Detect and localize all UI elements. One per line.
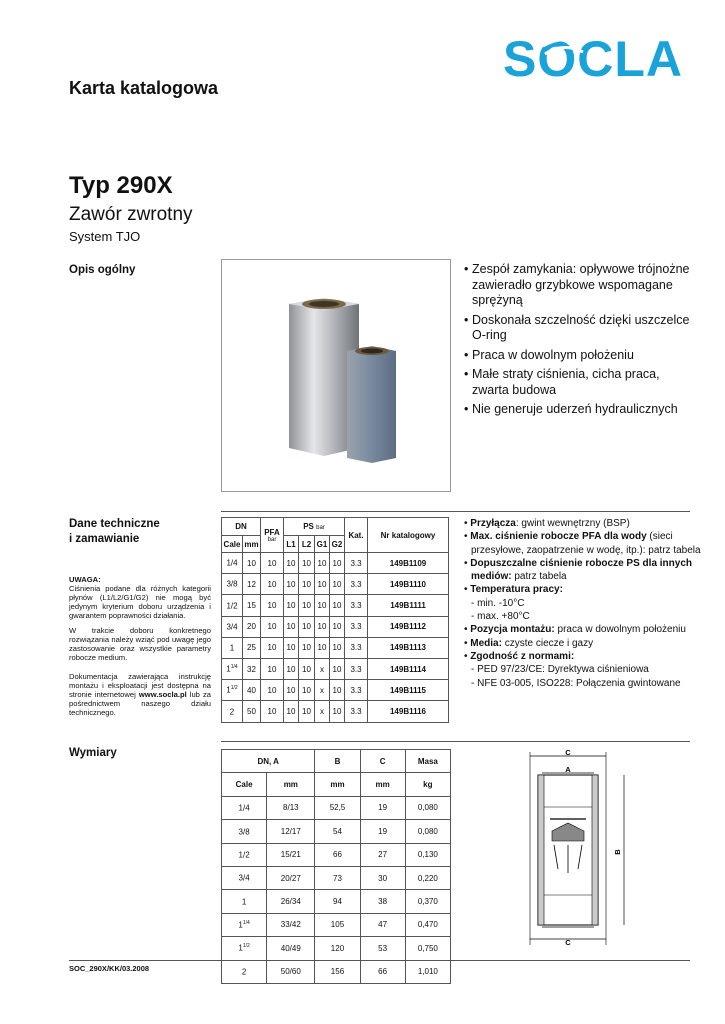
- list-item: • Media: czyste ciecze i gazy: [464, 637, 594, 649]
- section-tech-heading: Dane techniczne i zamawianie: [69, 518, 160, 545]
- table-cell-pfa: 10: [261, 680, 284, 701]
- table-cell-mm: 40/49: [267, 937, 315, 960]
- table-cell-b: 105: [315, 913, 360, 936]
- table-row: [222, 796, 451, 819]
- table-cell-cale: 1/4: [222, 796, 267, 819]
- table-cell-g2: 10: [330, 637, 345, 658]
- divider: [221, 741, 690, 742]
- table-cell-pfa: 10: [261, 595, 284, 616]
- table-cell-g1: x: [315, 658, 330, 679]
- col-kat: Kat.: [345, 518, 368, 553]
- table-cell-nr: 149B1111: [368, 595, 449, 616]
- logo-text: SOCLA: [503, 31, 683, 86]
- table-cell-l1: 10: [284, 574, 299, 595]
- table-cell-g1: x: [315, 680, 330, 701]
- table-cell-b: 66: [315, 843, 360, 866]
- col-dn: DN: [222, 518, 261, 536]
- table-cell-g2: 10: [330, 658, 345, 679]
- list-item: • Zespół zamykania: opływowe trójnożne zawieradło grzybkowe wspomagane sprężyną: [464, 262, 690, 307]
- feature-list: [464, 262, 694, 422]
- table-row: [222, 960, 451, 983]
- table-cell-nr: 149B1110: [368, 574, 449, 595]
- table-cell-mm: 15: [243, 595, 261, 616]
- table-row: [222, 553, 449, 574]
- table-cell-g2: 10: [330, 553, 345, 574]
- list-item: • Przyłącza: gwint wewnętrzny (BSP): [464, 518, 630, 529]
- table-cell-kat: 3.3: [345, 658, 368, 679]
- list-item: • Temperatura pracy:: [464, 584, 563, 596]
- system-name: System TJO: [69, 229, 141, 244]
- table-row: [222, 680, 449, 701]
- table-cell-g2: 10: [330, 680, 345, 701]
- table-cell-cale: 3/4: [222, 616, 243, 637]
- col-pfa: PFA bar: [261, 518, 284, 553]
- list-item: • Nie generuje uderzeń hydraulicznych: [464, 402, 678, 416]
- table-cell-c: 27: [360, 843, 405, 866]
- table-cell-kg: 0,080: [405, 796, 450, 819]
- table-cell-kat: 3.3: [345, 574, 368, 595]
- table-cell-mm: 15/21: [267, 843, 315, 866]
- table-cell-nr: 149B1115: [368, 680, 449, 701]
- table-cell-l2: 10: [299, 595, 315, 616]
- table-cell-b: 52,5: [315, 796, 360, 819]
- table-cell-kg: 0,080: [405, 820, 450, 843]
- table-cell-l1: 10: [284, 680, 299, 701]
- table-cell-b: 156: [315, 960, 360, 983]
- table-cell-l2: 10: [299, 637, 315, 658]
- table-row: [222, 866, 451, 889]
- page-title: Typ 290X: [69, 172, 173, 199]
- table-cell-l2: 10: [299, 701, 315, 722]
- table-cell-g1: 10: [315, 616, 330, 637]
- table-cell-pfa: 10: [261, 553, 284, 574]
- table-row: [222, 616, 449, 637]
- table-cell-l1: 10: [284, 658, 299, 679]
- table-cell-mm: 8/13: [267, 796, 315, 819]
- doc-type: Karta katalogowa: [69, 78, 219, 98]
- table-cell-mm: 50/60: [267, 960, 315, 983]
- table-cell-pfa: 10: [261, 637, 284, 658]
- table-cell-g1: 10: [315, 553, 330, 574]
- table-cell-nr: 149B1112: [368, 616, 449, 637]
- table-cell-cale: 3/4: [222, 866, 267, 889]
- table-cell-b: 73: [315, 866, 360, 889]
- section-dims-heading: Wymiary: [69, 747, 117, 759]
- table-cell-c: 19: [360, 820, 405, 843]
- table-cell-l2: 10: [299, 574, 315, 595]
- table-cell-mm: 10: [243, 553, 261, 574]
- table-cell-nr: 149B1116: [368, 701, 449, 722]
- table-cell-l1: 10: [284, 616, 299, 637]
- tech-table: DN PFA bar PS bar Kat. Nr katalogowy Cale mm L1 L2 G1 G2 1/4 10 10 10 10 10 10 3.3 149B1109 3/8 12 10 10 10 10 10 3.3 149B1110 1/2 15 10 10 10 10 10 3.3 149B1111 3/4 20 10 10 10 10 10 3.3 149B1112 1 25 10 10 10 10 10 3.3 149B1113 $1^{1/4}$ 32 10 10 10 x 10 3.3 149B1114 $1^{1/2}$ 40 10 10 10 x 10 3.3 149B1115 2 50 10 10 10 x 10 3.3 149B1116: [221, 517, 449, 723]
- table-cell-kg: 0,130: [405, 843, 450, 866]
- table-cell-c: 53: [360, 937, 405, 960]
- table-cell-c: 66: [360, 960, 405, 983]
- note-block: UWAGA: Ciśnienia podane dla różnych kategorii płynów (L1/L2/G1/G2) nie mogą być jedynym kryterium doboru urządzenia i gwarantem poprawności działania. W trakcie doboru konkretnego rozwiązania należy wziąć pod uwagę jego zastosowanie oraz wszystkie parametry robocze medium. Dokumentacja zawierająca instrukcję montażu i eksploatacji jest dostępna na stronie internetowej www.socla.pl lub za pośrednictwem naszego działu technicznego.: [69, 575, 211, 717]
- col-nr: Nr katalogowy: [368, 518, 449, 553]
- table-cell-l2: 10: [299, 658, 315, 679]
- table-cell-l1: 10: [284, 553, 299, 574]
- table-cell-mm: 32: [243, 658, 261, 679]
- table-cell-l1: 10: [284, 637, 299, 658]
- list-item: • Doskonała szczelność dzięki uszczelce O-ring: [464, 312, 690, 342]
- dims-table: DN, A B C Masa Cale mm mm mm kg 1/4 8/13 52,5 19 0,080 3/8 12/17 54 19 0,080 1/2 15/21 66 27 0,130 3/4 20/27 73 30 0,220 1 26/34 94 38 0,370 $1^{1/4}$ 33/42 105 47 0,470 $1^{1/2}$ 40/49 120 53 0,750 2 50/60 156 66 1,010: [221, 749, 451, 984]
- table-cell-c: 30: [360, 866, 405, 889]
- svg-text:B: B: [613, 849, 622, 855]
- product-photo: [221, 259, 451, 492]
- table-cell-b: 54: [315, 820, 360, 843]
- section-general-heading: Opis ogólny: [69, 264, 136, 276]
- table-cell-l2: 10: [299, 553, 315, 574]
- svg-text:C: C: [565, 749, 571, 757]
- table-cell-cale: 1: [222, 637, 243, 658]
- svg-text:C: C: [565, 938, 571, 947]
- list-item: • Max. ciśnienie robocze PFA dla wody (sieci: [464, 531, 673, 543]
- svg-text:A: A: [565, 765, 571, 774]
- table-cell-pfa: 10: [261, 574, 284, 595]
- table-cell-nr: 149B1109: [368, 553, 449, 574]
- table-cell-b: 94: [315, 890, 360, 913]
- col-ps: PS bar: [284, 518, 345, 536]
- table-cell-cale: 2: [222, 701, 243, 722]
- table-row: [222, 574, 449, 595]
- table-cell-g1: 10: [315, 574, 330, 595]
- table-cell-cale: 1: [222, 890, 267, 913]
- list-item: • Małe straty ciśnienia, cicha praca, zwarta budowa: [464, 367, 660, 397]
- table-cell-g1: 10: [315, 637, 330, 658]
- table-cell-kat: 3.3: [345, 553, 368, 574]
- table-cell-mm: 26/34: [267, 890, 315, 913]
- list-item: • Zgodność z normami:: [464, 650, 575, 662]
- table-row: [222, 658, 449, 679]
- table-cell-mm: 12: [243, 574, 261, 595]
- list-item: • Pozycja montażu: praca w dowolnym położeniu: [464, 624, 686, 636]
- table-cell-kg: 0,470: [405, 913, 450, 936]
- footer-code: SOC_290X/KK/03.2008: [69, 964, 150, 973]
- table-cell-l1: 10: [284, 595, 299, 616]
- divider: [221, 511, 690, 512]
- table-cell-cale: $1^{1/4}$: [222, 913, 267, 936]
- table-cell-mm: 25: [243, 637, 261, 658]
- table-cell-c: 38: [360, 890, 405, 913]
- divider: [69, 960, 690, 961]
- table-cell-g1: x: [315, 701, 330, 722]
- table-cell-pfa: 10: [261, 616, 284, 637]
- tech-properties: • Przyłącza: gwint wewnętrzny (BSP) • Max. ciśnienie robocze PFA dla wody (sieci przesyłowe, zaopatrzenie w wodę, itp.): patrz tabela • Dopuszczalne ciśnienie robocze PS dla innych mediów: patrz tabela • Temperatura pracy: - min. -10°C - max. +80°C • Pozycja montażu: praca w dowolnym położeniu • Media: czyste ciecze i gazy • Zgodność z normami: - PED 97/23/CE: Dyrektywa ciśnieniowa - NFE 03-005, ISO228: Połączenia gwintowane: [464, 517, 704, 690]
- table-cell-kg: 0,370: [405, 890, 450, 913]
- table-cell-mm: 33/42: [267, 913, 315, 936]
- table-cell-pfa: 10: [261, 701, 284, 722]
- table-cell-cale: 3/8: [222, 574, 243, 595]
- table-cell-kat: 3.3: [345, 701, 368, 722]
- socla-logo: [503, 30, 685, 86]
- table-cell-g2: 10: [330, 595, 345, 616]
- table-cell-c: 19: [360, 796, 405, 819]
- table-cell-mm: 50: [243, 701, 261, 722]
- table-cell-kat: 3.3: [345, 680, 368, 701]
- table-cell-kg: 1,010: [405, 960, 450, 983]
- table-cell-kat: 3.3: [345, 595, 368, 616]
- table-cell-cale: 1/2: [222, 843, 267, 866]
- table-row: [222, 595, 449, 616]
- table-cell-kat: 3.3: [345, 616, 368, 637]
- table-cell-mm: 20: [243, 616, 261, 637]
- table-cell-cale: 1/4: [222, 553, 243, 574]
- list-item: • Praca w dowolnym położeniu: [464, 347, 634, 362]
- table-cell-kg: 0,220: [405, 866, 450, 889]
- table-cell-mm: 20/27: [267, 866, 315, 889]
- table-cell-l1: 10: [284, 701, 299, 722]
- table-cell-cale: 2: [222, 960, 267, 983]
- table-cell-g1: 10: [315, 595, 330, 616]
- table-cell-b: 120: [315, 937, 360, 960]
- table-row: [222, 843, 451, 866]
- table-cell-mm: 12/17: [267, 820, 315, 843]
- table-row: [222, 937, 451, 960]
- table-cell-g2: 10: [330, 616, 345, 637]
- table-cell-nr: 149B1113: [368, 637, 449, 658]
- table-row: [222, 701, 449, 722]
- table-cell-kg: 0,750: [405, 937, 450, 960]
- table-cell-cale: 1/2: [222, 595, 243, 616]
- page-subtitle: Zawór zwrotny: [69, 204, 193, 225]
- table-row: [222, 913, 451, 936]
- table-cell-pfa: 10: [261, 658, 284, 679]
- table-row: [222, 637, 449, 658]
- table-cell-cale: $1^{1/4}$: [222, 658, 243, 679]
- table-cell-c: 47: [360, 913, 405, 936]
- table-cell-nr: 149B1114: [368, 658, 449, 679]
- table-row: [222, 890, 451, 913]
- table-cell-l2: 10: [299, 680, 315, 701]
- dimension-drawing: [520, 749, 635, 947]
- table-cell-g2: 10: [330, 574, 345, 595]
- table-cell-cale: $1^{1/2}$: [222, 937, 267, 960]
- table-cell-mm: 40: [243, 680, 261, 701]
- table-cell-cale: 3/8: [222, 820, 267, 843]
- table-cell-cale: $1^{1/2}$: [222, 680, 243, 701]
- table-row: [222, 820, 451, 843]
- list-item: • Dopuszczalne ciśnienie robocze PS dla innych: [464, 557, 693, 569]
- table-cell-kat: 3.3: [345, 637, 368, 658]
- table-cell-l2: 10: [299, 616, 315, 637]
- table-cell-g2: 10: [330, 701, 345, 722]
